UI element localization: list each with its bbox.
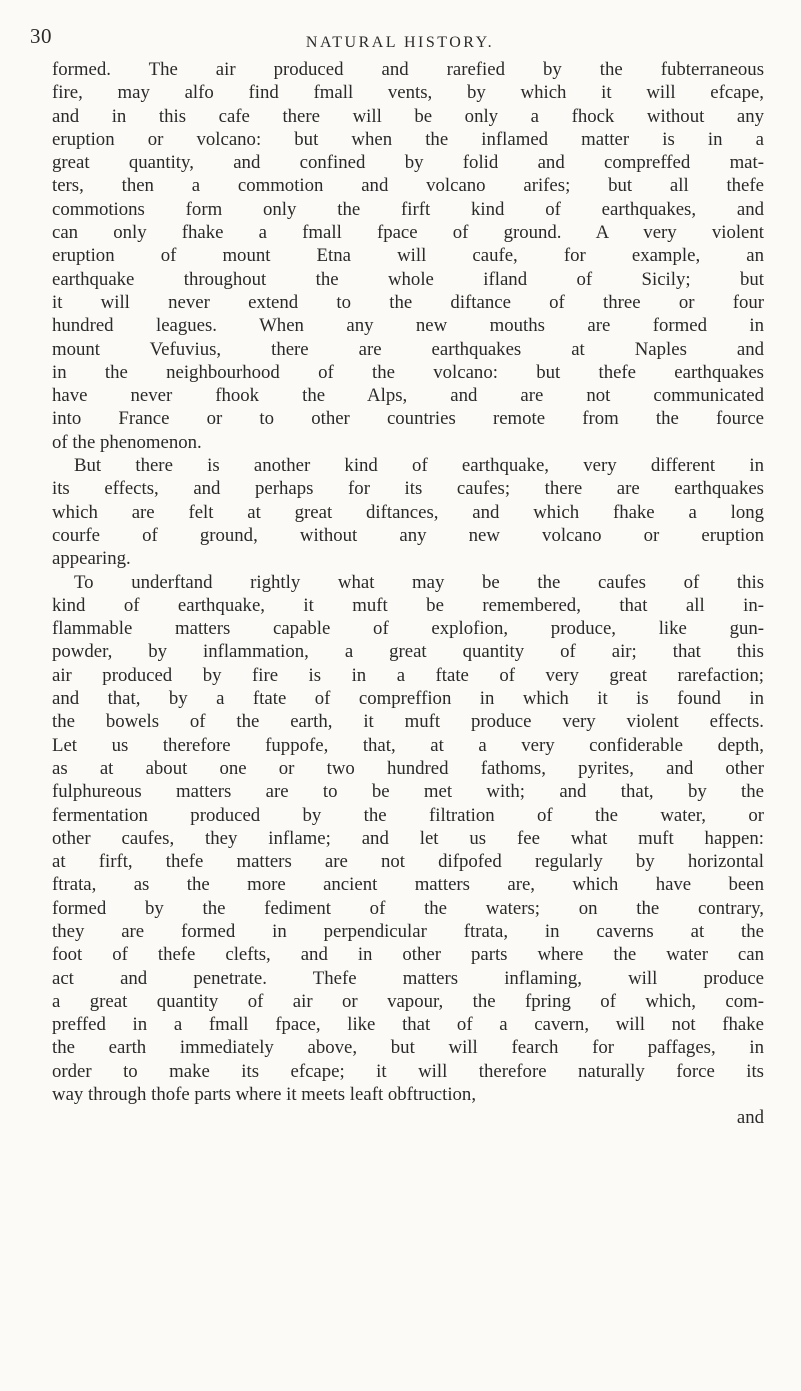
text-line: preffed in a fmall fpace, like that of a cavern, will not fhake	[52, 1014, 764, 1036]
paragraph	[52, 454, 764, 570]
text-line: a great quantity of air or vapour, the fpring of which, com-	[52, 990, 764, 1012]
page-number: 30	[30, 24, 52, 48]
running-head: NATURAL HISTORY.	[305, 34, 495, 51]
text-line: formed by the fediment of the waters; on the contrary,	[52, 897, 764, 919]
text-line: Let us therefore fuppofe, that, at a very confiderable depth,	[52, 734, 764, 756]
text-line: fire, may alfo find fmall vents, by which it will efcape,	[52, 82, 764, 104]
text-line: of the phenomenon.	[52, 431, 202, 453]
text-line: To underftand rightly what may be the caufes of this	[74, 571, 764, 593]
text-line: its effects, and perhaps for its caufes; there are earthquakes	[52, 478, 764, 500]
text-line: fermentation produced by the filtration of the water, or	[52, 804, 764, 826]
text-line: formed. The air produced and rarefied by the fubterraneous	[52, 59, 764, 80]
text-line: great quantity, and confined by folid and compreffed mat-	[52, 152, 764, 174]
text-line: mount Vefuvius, there are earthquakes at Naples and	[52, 338, 764, 360]
text-line: at firft, thefe matters are not difpofed regularly by horizontal	[52, 851, 764, 873]
paragraph	[52, 58, 764, 454]
text-line: ters, then a commotion and volcano arifes; but all thefe	[52, 175, 764, 197]
text-line: fulphureous matters are to be met with; and that, by the	[52, 781, 764, 803]
text-line: powder, by inflammation, a great quantity of air; that this	[52, 641, 764, 663]
text-line: in the neighbourhood of the volcano: but thefe earthquakes	[52, 361, 764, 383]
text-line: hundred leagues. When any new mouths are formed in	[52, 315, 764, 337]
text-line: they are formed in perpendicular ftrata, in caverns at the	[52, 920, 764, 942]
text-line: eruption of mount Etna will caufe, for example, an	[52, 245, 764, 267]
text-line: way through thofe parts where it meets leaft obftruction,	[52, 1084, 477, 1106]
text-line: air produced by fire is in a ftate of very great rarefaction;	[52, 664, 764, 686]
text-line: into France or to other countries remote from the fource	[52, 408, 764, 430]
body-text	[52, 58, 764, 1130]
text-line: eruption or volcano: but when the inflamed matter is in a	[52, 128, 764, 150]
text-line: flammable matters capable of explofion, produce, like gun-	[52, 618, 764, 640]
text-line: and in this cafe there will be only a fhock without any	[52, 105, 764, 127]
text-line: other caufes, they inflame; and let us fee what muft happen:	[52, 827, 764, 849]
text-line: the bowels of the earth, it muft produce very violent effects.	[52, 711, 764, 733]
text-line: the earth immediately above, but will fearch for paffages, in	[52, 1037, 764, 1059]
text-line: earthquake throughout the whole ifland of Sicily; but	[52, 268, 764, 290]
text-line: But there is another kind of earthquake, very different in	[74, 455, 764, 477]
text-line: it will never extend to the diftance of three or four	[52, 291, 764, 313]
text-line: which are felt at great diftances, and which fhake a long	[52, 501, 764, 523]
text-line: have never fhook the Alps, and are not communicated	[52, 385, 764, 407]
text-line: order to make its efcape; it will therefore naturally force its	[52, 1060, 764, 1082]
text-line: appearing.	[52, 548, 131, 570]
text-line: can only fhake a fmall fpace of ground. A very violent	[52, 222, 764, 244]
text-line: ftrata, as the more ancient matters are, which have been	[52, 874, 764, 896]
paragraph	[52, 571, 764, 1107]
text-line: kind of earthquake, it muft be remembered, that all in-	[52, 594, 764, 616]
text-line: commotions form only the firft kind of earthquakes, and	[52, 198, 764, 220]
text-line: and that, by a ftate of compreffion in which it is found in	[52, 688, 764, 710]
text-line: courfe of ground, without any new volcano or eruption	[52, 524, 764, 546]
page-header	[30, 18, 770, 58]
catchword: and	[736, 1107, 764, 1129]
text-line: as at about one or two hundred fathoms, pyrites, and other	[52, 757, 764, 779]
text-line: act and penetrate. Thefe matters inflaming, will produce	[52, 967, 764, 989]
text-line: foot of thefe clefts, and in other parts where the water can	[52, 944, 764, 966]
